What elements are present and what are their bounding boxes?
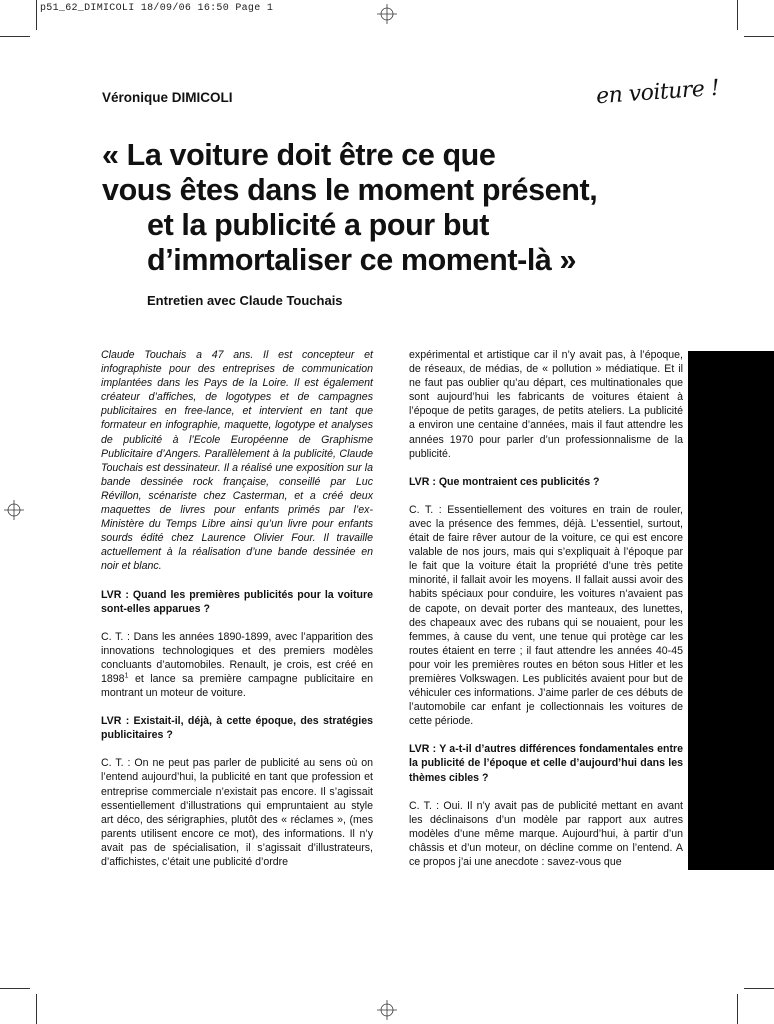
margin-black-bar xyxy=(688,351,774,870)
title-line: « La voiture doit être ce que xyxy=(102,138,496,172)
interview-question: LVR : Quand les premières publicités pour la voiture sont-elles apparues ? xyxy=(101,588,373,615)
registration-mark-icon xyxy=(377,4,397,24)
interview-answer: expérimental et artistique car il n’y avait pas, à l’époque, de réseaux, de médias, de « pollution » médiatique. Et il ne faut pas oublier qu’au départ, ces multinationales que sont aujourd’hui les fabricants de voitures étaient à l’époque de petits garages, de petits ateliers. La publicité a environ une centaine d’années, mais il faut attendre les années 1970 pour parler d’un professionnalisme de la publicité. xyxy=(409,349,683,460)
crop-mark-top-right-h xyxy=(744,36,774,37)
footnote-ref: 1 xyxy=(124,672,129,680)
article-title xyxy=(102,138,702,278)
article-subtitle: Entretien avec Claude Touchais xyxy=(147,293,343,308)
crop-mark-bottom-right-v xyxy=(737,994,738,1024)
crop-mark-top-right-v xyxy=(737,0,738,30)
right-column xyxy=(409,348,683,883)
intro-paragraph: Claude Touchais a 47 ans. Il est concepteur et infographiste pour des entreprises de communication implantées dans les Pays de la Loire. Il est également créateur d’affiches, de logotypes et de campagnes publicitaires en free-lance, et intervient en tant que formateur en infographie, maquette, logotype et analyses de publicité à l’Ecole Européenne de Graphisme Publicitaire d’Angers. Parallèlement à la publicité, Claude Touchais est dessinateur. Il a réalisé une exposition sur la bande dessinée rock française, conseillé par Luc Révillon, scénariste chez Casterman, et a créé deux maquettes de livres pour enfants primés par l’ex-Ministère du Temps Libre ainsi qu’un livre pour enfants sourds édité chez Laurence Olivier Four. Il travaille actuellement à la réalisation d’une bande dessinée en noir et blanc. xyxy=(101,349,373,573)
left-column xyxy=(101,348,373,883)
interview-answer: C. T. : On ne peut pas parler de publicité au sens où on l’entend aujourd’hui, la publicité en tant que profession et entreprise commerciale n’existait pas encore. Il s’agissait essentiellement d’illustrations qui empruntaient au style art déco, des sérigraphies, plutôt des « réclames », (mes parents utilisent encore ce mot), des informations. Il n’y avait pas de spécialisation, il s’agissait d’illustrateurs, d’affichistes, c’était une publicité d’ordre xyxy=(101,757,373,868)
handwritten-section-tag: en voiture ! xyxy=(595,75,721,110)
registration-mark-icon xyxy=(4,500,24,520)
title-line: et la publicité a pour but xyxy=(147,208,490,242)
answer-text: et lance sa première campagne publicitaire en montrant un moteur de voiture. xyxy=(101,672,373,700)
answer-text: C. T. : Dans les années 1890-1899, avec l’apparition des innovations technologiques et des premiers modèles concluants d’automobiles. Renault, je crois, est créé en 1898 xyxy=(101,630,373,685)
author-name: Véronique DIMICOLI xyxy=(102,90,233,105)
interview-answer: C. T. : Essentiellement des voitures en train de rouler, avec la présence des femmes, déjà. L’essentiel, surtout, était de faire rêver autour de la voiture, ce qui est encore valable de nos jours, mais qui s’expliquait à l’époque par le fait que la voiture était la propriété d’une très petite minorité, il fallait avoir les moyens. Il fallait aussi avoir des habits spéciaux pour conduire, les voitures n’avaient pas de capote, on devait porter des manteaux, des lunettes, des chapeaux avec des rubans qui se nouaient, pour les femmes, à cause du vent, une tenue qui protège car les routes étaient en terre ; il faut attendre les années 40-45 pour voir les premières routes en béton sous Hitler et les premières Volkswagen. Les publicités avaient pour but de véhiculer ces informations. J’aime parler de ces débuts de l’automobile car enfant je collectionnais les voitures de cette période. xyxy=(409,503,683,728)
interview-question: LVR : Existait-il, déjà, à cette époque, des stratégies publicitaires ? xyxy=(101,715,373,742)
interview-question: LVR : Que montraient ces publicités ? xyxy=(409,475,600,488)
interview-answer: C. T. : Oui. Il n’y avait pas de publicité mettant en avant les déclinaisons d’un modèle par rapport aux autres modèles d’une même marque. Aujourd’hui, à partir d’un châssis et d’un moteur, on décline comme on l’entend. A ce propos j’ai une anecdote : savez-vous que xyxy=(409,799,683,868)
title-line: vous êtes dans le moment présent, xyxy=(102,173,598,207)
print-slug: p51_62_DIMICOLI 18/09/06 16:50 Page 1 xyxy=(40,3,274,14)
crop-mark-top-left-v xyxy=(36,0,37,30)
crop-mark-bottom-left-v xyxy=(36,994,37,1024)
crop-mark-bottom-left-h xyxy=(0,988,30,989)
registration-mark-icon xyxy=(377,1000,397,1020)
title-line: d’immortaliser ce moment-là » xyxy=(147,243,577,277)
interview-question: LVR : Y a-t-il d’autres différences fondamentales entre la publicité de l’époque et celle d’aujourd’hui dans les thèmes cibles ? xyxy=(409,743,683,784)
crop-mark-bottom-right-h xyxy=(744,988,774,989)
crop-mark-top-left-h xyxy=(0,36,30,37)
interview-answer xyxy=(101,630,373,700)
